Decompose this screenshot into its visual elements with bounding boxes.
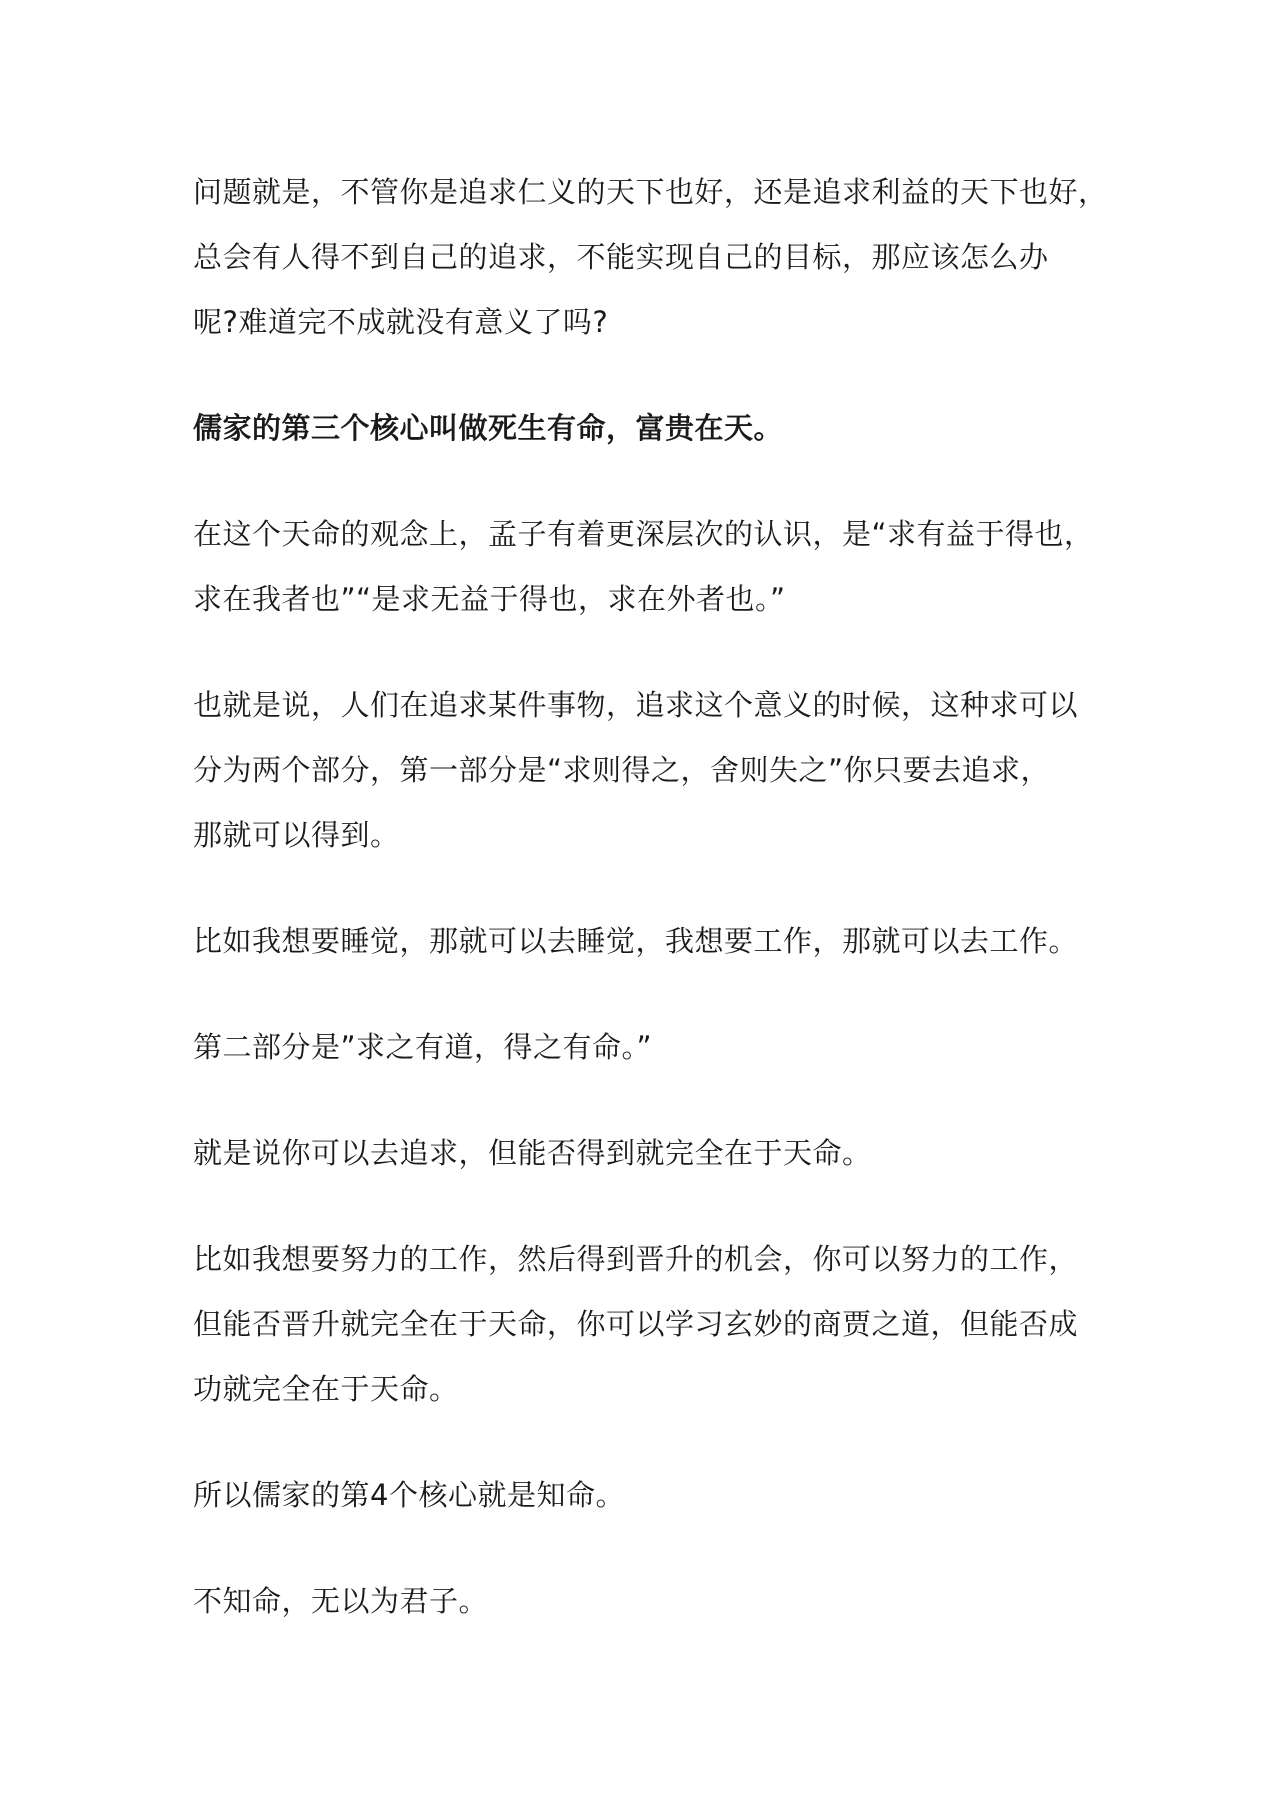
paragraph-question xyxy=(193,160,1108,355)
paragraph-second-part xyxy=(193,1015,1093,1080)
text-line: 就是说你可以去追求，但能否得到就完全在于天命。 xyxy=(193,1136,872,1170)
text-line: 问题就是，不管你是追求仁义的天下也好，还是追求利益的天下也好， xyxy=(193,175,1108,209)
text-line: 也就是说，人们在追求某件事物，追求这个意义的时候，这种求可以 xyxy=(193,688,1079,722)
paragraph-example-work xyxy=(193,1227,1093,1422)
paragraph-mencius xyxy=(193,502,1093,632)
text-line: 比如我想要努力的工作，然后得到晋升的机会，你可以努力的工作， xyxy=(193,1242,1079,1276)
text-line: 所以儒家的第4个核心就是知命。 xyxy=(193,1478,625,1512)
text-line: 求在我者也”“是求无益于得也，求在外者也。” xyxy=(193,582,786,616)
text-line: 儒家的第三个核心叫做死生有命，富贵在天。 xyxy=(193,411,784,445)
text-line: 那就可以得到。 xyxy=(193,818,400,852)
paragraph-conclusion xyxy=(193,1569,1093,1634)
text-line: 在这个天命的观念上，孟子有着更深层次的认识，是“求有益于得也， xyxy=(193,517,1094,551)
text-line: 功就完全在于天命。 xyxy=(193,1372,459,1406)
paragraph-heading-third-core xyxy=(193,396,1093,461)
text-line: 比如我想要睡觉，那就可以去睡觉，我想要工作，那就可以去工作。 xyxy=(193,924,1079,958)
paragraph-destiny xyxy=(193,1121,1093,1186)
paragraph-fourth-core xyxy=(193,1463,1093,1528)
paragraph-example-sleep xyxy=(193,909,1093,974)
document-body xyxy=(193,160,1108,1675)
text-line: 呢?难道完不成就没有意义了吗? xyxy=(193,305,609,339)
text-line: 总会有人得不到自己的追求，不能实现自己的目标，那应该怎么办 xyxy=(193,240,1049,274)
text-line: 第二部分是”求之有道，得之有命。” xyxy=(193,1030,653,1064)
text-line: 不知命，无以为君子。 xyxy=(193,1584,489,1618)
text-line: 但能否晋升就完全在于天命，你可以学习玄妙的商贾之道，但能否成 xyxy=(193,1307,1079,1341)
text-line: 分为两个部分，第一部分是“求则得之，舍则失之”你只要去追求， xyxy=(193,753,1051,787)
paragraph-two-parts xyxy=(193,673,1093,868)
